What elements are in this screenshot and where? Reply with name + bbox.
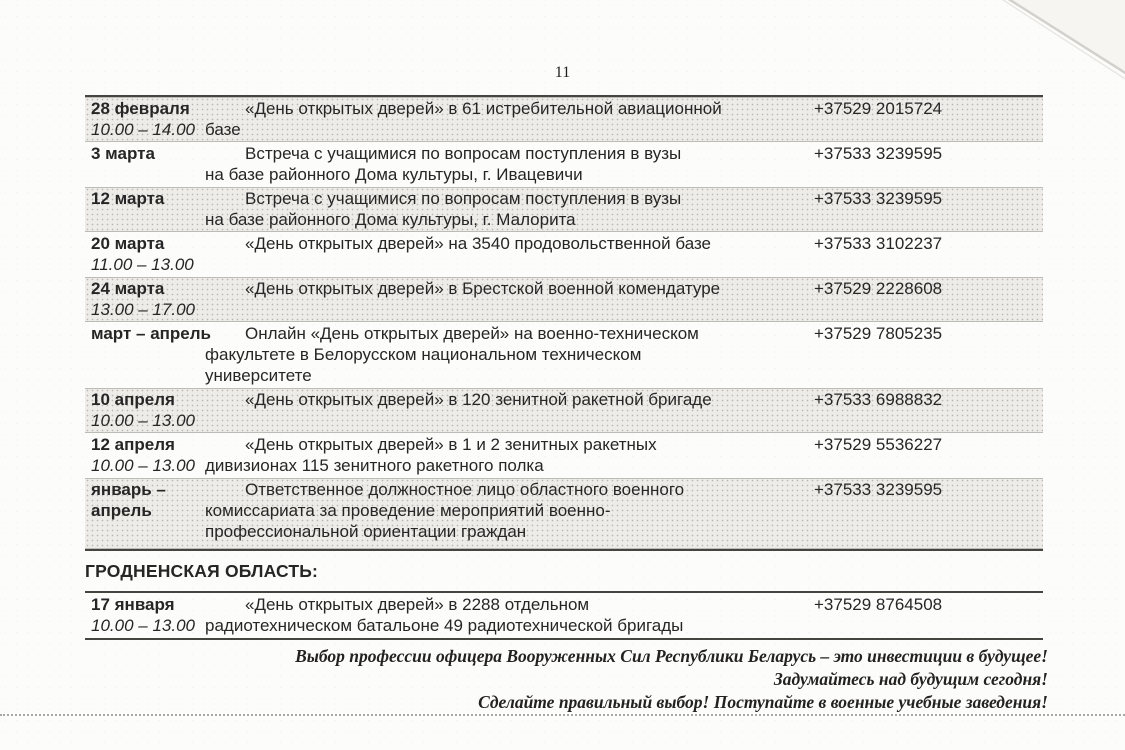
contact-phone: +37529 2015724 [814, 99, 943, 118]
table-row [85, 433, 1043, 478]
event-date: 17 января [91, 595, 175, 614]
slogan-footer [128, 645, 1048, 714]
date-cell [85, 434, 205, 476]
table-row [85, 277, 1043, 322]
contact-phone: +37529 7805235 [814, 324, 943, 343]
event-description: Встреча с учащимися по вопросам поступления в вузы на базе районного Дома культуры, г. Ивацевичи [205, 144, 682, 184]
table-row [85, 232, 1043, 277]
slogan-line: Выбор профессии офицера Вооруженных Сил Республики Беларусь – это инвестиции в будущее! [295, 646, 1048, 666]
event-description: «День открытых дверей» в Брестской военной комендатуре [245, 279, 721, 298]
table-row [85, 478, 1043, 549]
contact-phone: +37529 2228608 [814, 279, 943, 298]
event-time: 10.00 – 13.00 [91, 411, 195, 430]
event-description: Встреча с учащимися по вопросам поступления в вузы на базе районного Дома культуры, г. Малорита [205, 189, 682, 229]
contact-phone: +37533 3102237 [814, 234, 943, 253]
event-date: 20 марта [91, 234, 165, 253]
event-description: «День открытых дверей» в 1 и 2 зенитных ракетных дивизионах 115 зенитного ракетного полка [205, 435, 657, 475]
event-date: 10 апреля [91, 390, 175, 409]
section-heading-grodno: ГРОДНЕНСКАЯ ОБЛАСТЬ: [85, 561, 319, 581]
table-row [85, 388, 1043, 433]
contact-phone: +37533 3239595 [814, 480, 943, 499]
contact-phone: +37533 3239595 [814, 144, 943, 163]
page-number: 11 [554, 64, 571, 81]
event-date: март – апрель [91, 324, 212, 343]
date-cell [85, 479, 205, 542]
slogan-line: Сделайте правильный выбор! Поступайте в военные учебные заведения! [478, 692, 1048, 712]
event-time: 11.00 – 13.00 [91, 255, 194, 274]
date-cell [85, 188, 205, 230]
event-description: «День открытых дверей» в 61 истребительной авиационной базе [205, 99, 722, 139]
events-table-grodno [85, 591, 1043, 640]
event-date: 28 февраля [91, 99, 190, 118]
date-cell [85, 278, 205, 320]
event-date: январь – [91, 480, 166, 499]
event-description: «День открытых дверей» в 120 зенитной ракетной бригаде [245, 390, 712, 409]
event-time: 10.00 – 13.00 [91, 616, 195, 635]
date-cell [85, 389, 205, 431]
event-time: 13.00 – 17.00 [91, 300, 195, 319]
event-date-second-line: апрель [91, 501, 152, 520]
date-cell [85, 143, 205, 185]
table-row [85, 593, 1043, 638]
event-time: 10.00 – 13.00 [91, 456, 195, 475]
date-cell [85, 323, 212, 386]
table-row [85, 187, 1043, 232]
event-description: Ответственное должностное лицо областного военного комиссариата за проведение мероприятий военно- профессиональной ориентации граждан [205, 480, 685, 541]
table-row [85, 322, 1043, 388]
event-description: «День открытых дверей» в 2288 отдельном радиотехническом батальоне 49 радиотехнической бригады [205, 595, 684, 635]
contact-phone: +37533 6988832 [814, 390, 943, 409]
contact-phone: +37529 5536227 [814, 435, 943, 454]
date-cell [85, 594, 205, 636]
event-date: 3 марта [91, 144, 155, 163]
event-date: 24 марта [91, 279, 165, 298]
date-cell [85, 233, 205, 275]
event-description: Онлайн «День открытых дверей» на военно-техническом факультете в Белорусском национальном техническом университете [205, 324, 699, 385]
date-cell [85, 98, 205, 140]
scan-dotted-line-artifact [0, 714, 1125, 716]
slogan-line: Задумайтесь над будущим сегодня! [773, 669, 1048, 689]
table-row [85, 142, 1043, 187]
contact-phone: +37533 3239595 [814, 189, 943, 208]
table-row [85, 97, 1043, 142]
event-date: 12 марта [91, 189, 165, 208]
event-date: 12 апреля [91, 435, 175, 454]
event-time: 10.00 – 14.00 [91, 120, 195, 139]
event-description: «День открытых дверей» на 3540 продовольственной базе [245, 234, 712, 253]
events-table-brest [85, 95, 1043, 551]
contact-phone: +37529 8764508 [814, 595, 943, 614]
